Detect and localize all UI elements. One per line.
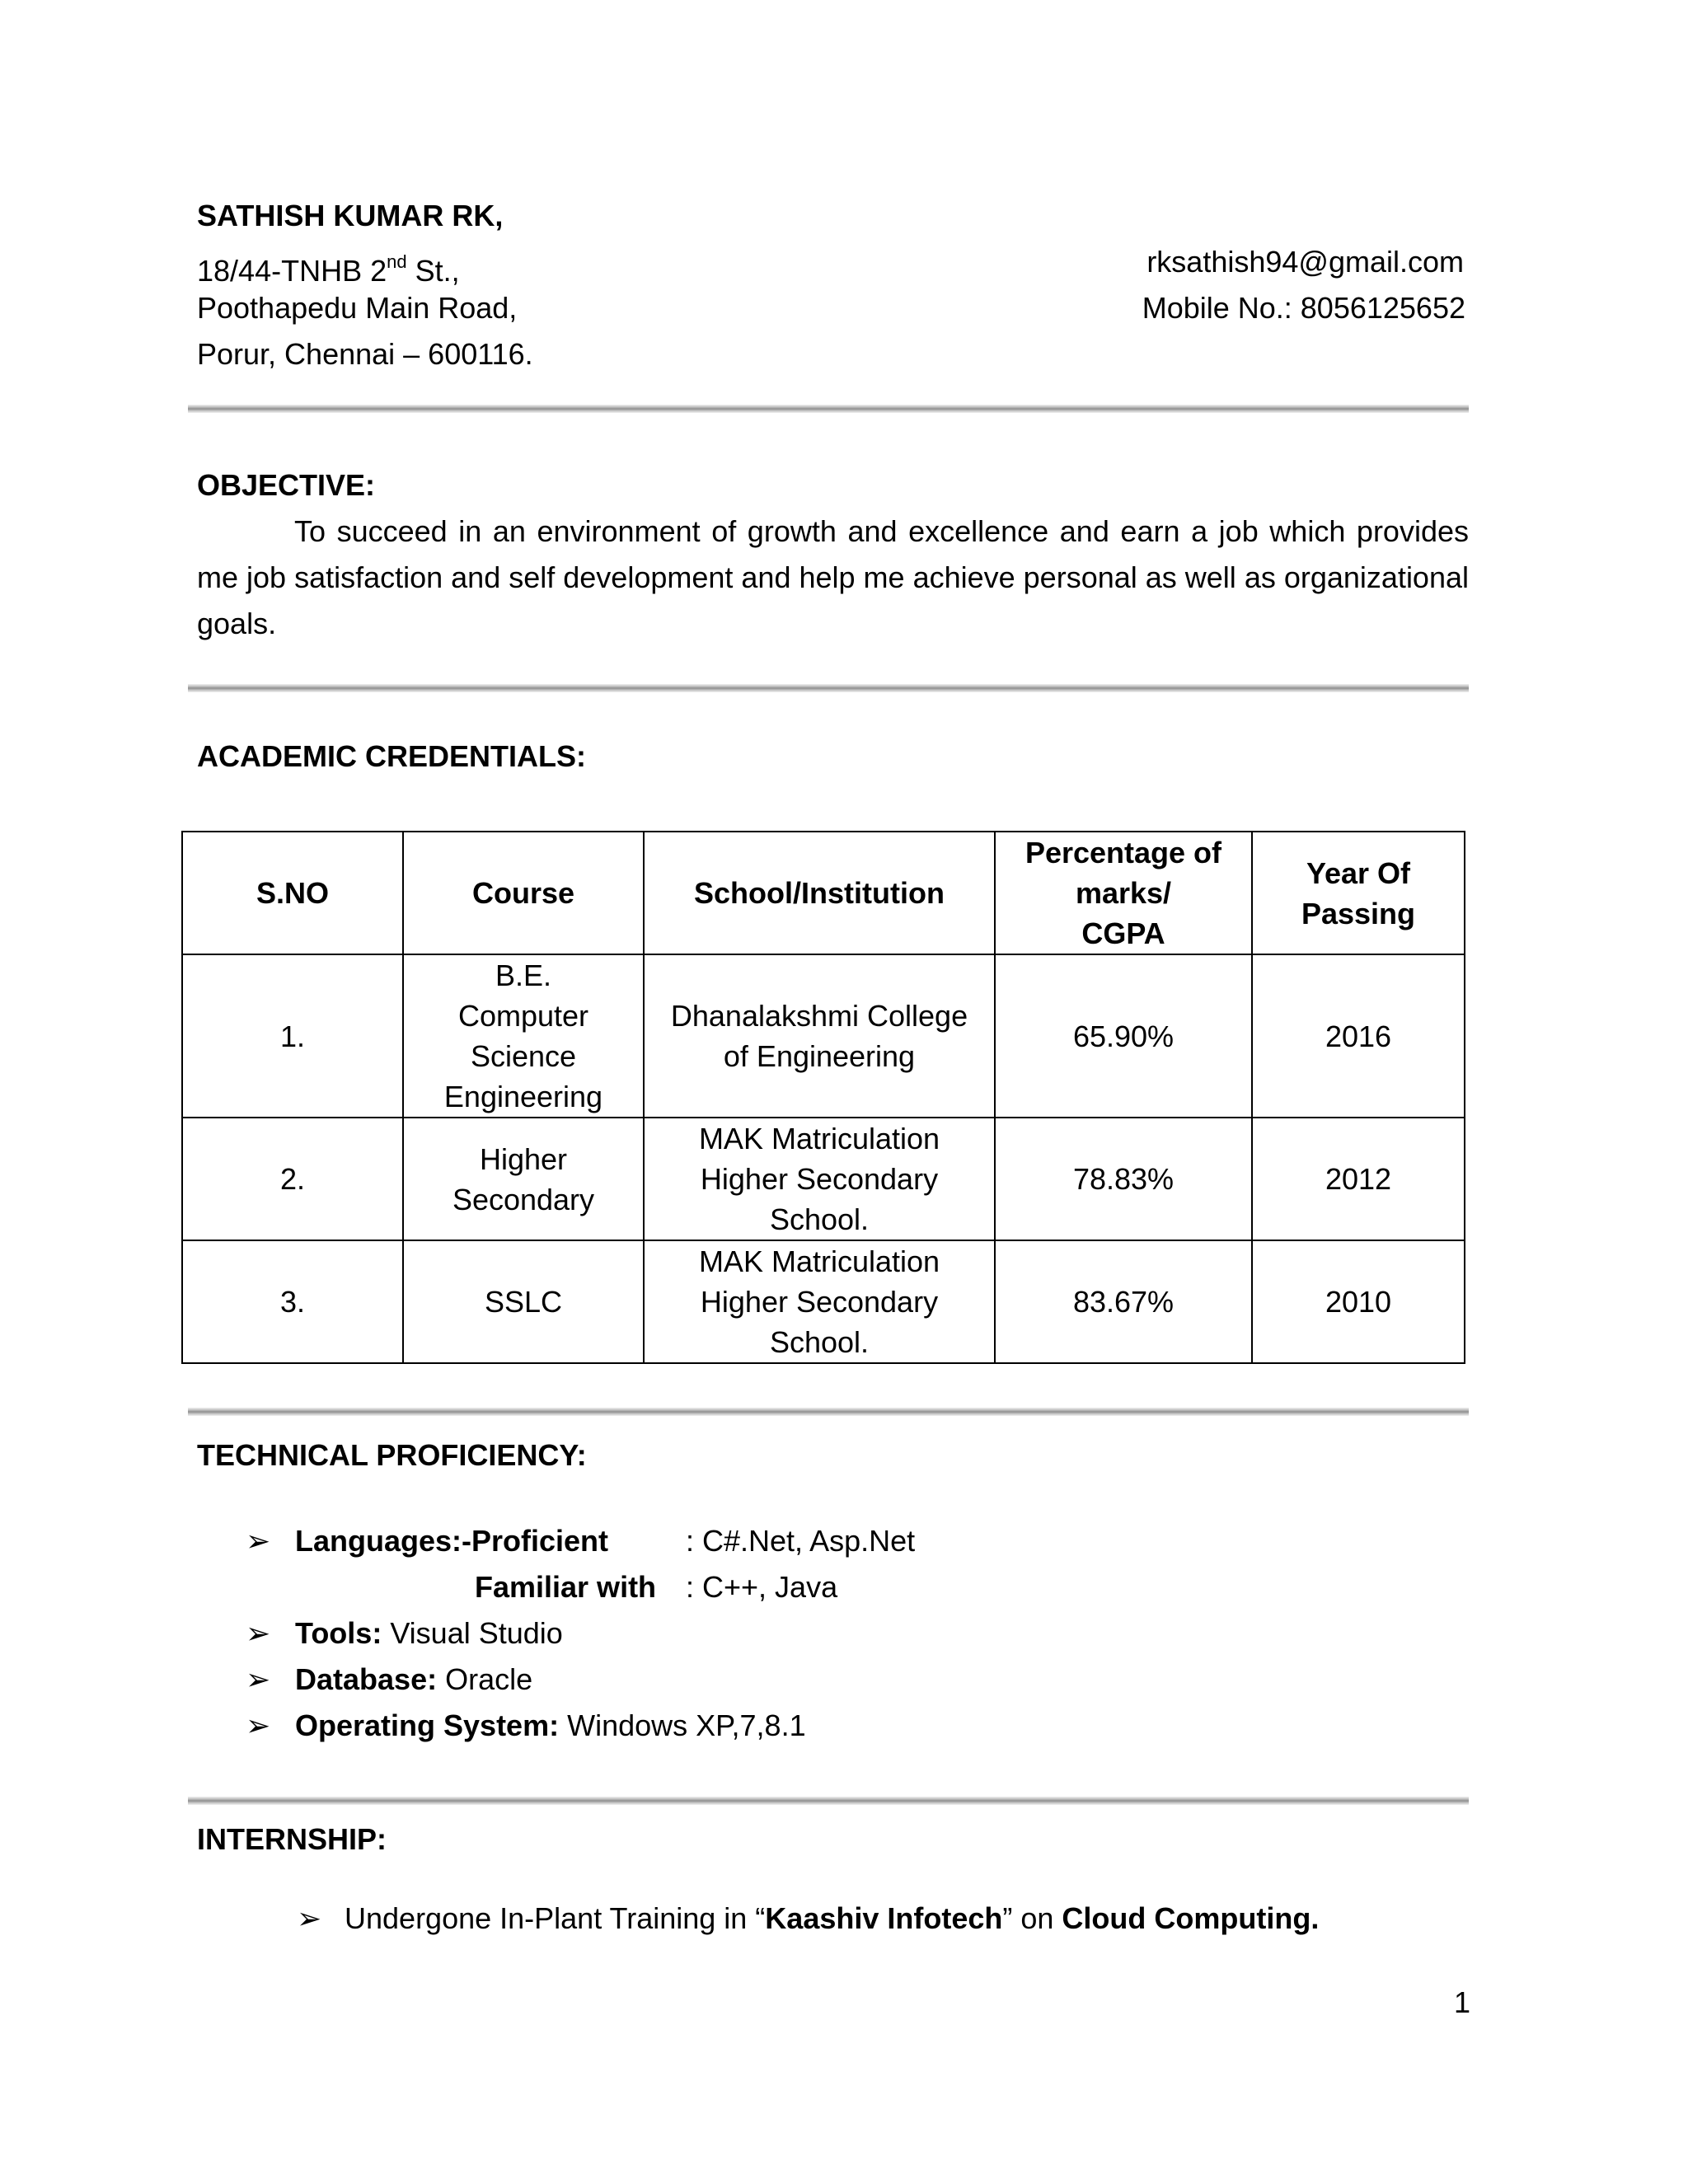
cell-school-line: MAK Matriculation xyxy=(698,1244,940,1278)
col-percentage-line: marks/ xyxy=(1075,876,1172,910)
cell-sno: 2. xyxy=(182,1118,403,1240)
col-year-line: Passing xyxy=(1301,896,1416,930)
proficient-label: Proficient xyxy=(471,1524,609,1558)
cell-sno: 3. xyxy=(182,1240,403,1363)
technical-heading: TECHNICAL PROFICIENCY: xyxy=(197,1438,587,1472)
cell-course-line: Science xyxy=(470,1039,577,1073)
cell-course xyxy=(403,954,644,1118)
page-number: 1 xyxy=(1453,1985,1470,2019)
arrow-bullet-icon: ➢ xyxy=(246,1616,271,1650)
address-line-1-suffix: St., xyxy=(406,254,460,288)
cell-school-line: Higher Secondary xyxy=(700,1162,939,1196)
cell-course-line: B.E. xyxy=(495,958,552,992)
arrow-bullet-icon: ➢ xyxy=(246,1708,271,1742)
cell-year: 2010 xyxy=(1252,1240,1465,1363)
col-year xyxy=(1252,832,1465,954)
arrow-bullet-icon: ➢ xyxy=(297,1901,322,1935)
cell-course xyxy=(403,1240,644,1363)
col-sno: S.NO xyxy=(182,832,403,954)
internship-heading: INTERNSHIP: xyxy=(197,1822,387,1856)
tools-label: Tools: xyxy=(295,1616,382,1650)
database-value: Oracle xyxy=(437,1662,533,1696)
cell-percentage: 78.83% xyxy=(995,1118,1252,1240)
internship-item xyxy=(345,1896,1319,1942)
cell-course-line: Computer xyxy=(457,999,589,1033)
candidate-name: SATHISH KUMAR RK, xyxy=(197,199,504,232)
academic-table xyxy=(181,831,1465,1364)
cell-course-line: Secondary xyxy=(452,1182,595,1216)
cell-school-line: School. xyxy=(769,1202,870,1236)
address-line-1-text: 18/44-TNHB 2 xyxy=(197,254,387,288)
proficient-value: : C#.Net, Asp.Net xyxy=(686,1524,916,1558)
col-percentage xyxy=(995,832,1252,954)
section-divider xyxy=(188,1797,1469,1805)
col-percentage-line: CGPA xyxy=(1081,916,1165,950)
section-divider xyxy=(188,684,1469,692)
cell-sno: 1. xyxy=(182,954,403,1118)
objective-text xyxy=(197,509,1469,647)
tools-item xyxy=(295,1610,563,1657)
col-course: Course xyxy=(403,832,644,954)
cell-percentage: 65.90% xyxy=(995,954,1252,1118)
table-row xyxy=(182,1240,1465,1363)
cell-course-line: SSLC xyxy=(484,1285,563,1319)
os-item xyxy=(295,1703,806,1749)
cell-school-line: Dhanalakshmi College xyxy=(670,999,968,1033)
arrow-bullet-icon: ➢ xyxy=(246,1662,271,1696)
col-year-line: Year Of xyxy=(1306,855,1411,890)
cell-school xyxy=(644,1118,995,1240)
cell-year: 2012 xyxy=(1252,1118,1465,1240)
cell-course xyxy=(403,1118,644,1240)
address-line-1-superscript: nd xyxy=(387,251,407,272)
objective-heading: OBJECTIVE: xyxy=(197,468,376,502)
objective-body: To succeed in an environment of growth and excellence and earn a job which provides me job satisfaction and self development and help me achieve personal as well as organizational goals. xyxy=(197,514,1469,640)
cell-course-line: Engineering xyxy=(443,1080,603,1113)
internship-company: Kaashiv Infotech xyxy=(765,1901,1003,1935)
internship-text-mid: ” on xyxy=(1002,1901,1062,1935)
cell-school-line: MAK Matriculation xyxy=(698,1122,940,1155)
internship-topic: Cloud Computing. xyxy=(1062,1901,1320,1935)
familiar-value: : C++, Java xyxy=(686,1570,838,1604)
col-school: School/Institution xyxy=(644,832,995,954)
section-divider xyxy=(188,1408,1469,1416)
languages-label: Languages:- xyxy=(295,1524,472,1558)
table-header-row xyxy=(182,832,1465,954)
internship-text: Undergone In-Plant Training in “ xyxy=(345,1901,766,1935)
cell-school xyxy=(644,1240,995,1363)
os-value: Windows XP,7,8.1 xyxy=(559,1708,806,1742)
database-label: Database: xyxy=(295,1662,438,1696)
cell-school xyxy=(644,954,995,1118)
tools-value: Visual Studio xyxy=(382,1616,563,1650)
cell-school-line: of Engineering xyxy=(723,1039,916,1073)
database-item xyxy=(295,1657,532,1703)
cell-year: 2016 xyxy=(1252,954,1465,1118)
cell-percentage: 83.67% xyxy=(995,1240,1252,1363)
section-divider xyxy=(188,405,1469,413)
academic-heading: ACADEMIC CREDENTIALS: xyxy=(197,739,586,773)
arrow-bullet-icon: ➢ xyxy=(246,1524,271,1558)
cell-school-line: School. xyxy=(769,1325,870,1359)
cell-school-line: Higher Secondary xyxy=(700,1285,939,1319)
email: rksathish94@gmail.com xyxy=(1146,245,1464,279)
col-percentage-line: Percentage of xyxy=(1025,836,1222,869)
table-row xyxy=(182,954,1465,1118)
os-label: Operating System: xyxy=(295,1708,560,1742)
mobile-number: Mobile No.: 8056125652 xyxy=(1142,291,1465,325)
familiar-label: Familiar with xyxy=(475,1570,657,1604)
address-line-2: Poothapedu Main Road, xyxy=(197,291,518,325)
cell-course-line: Higher xyxy=(479,1141,568,1176)
table-row xyxy=(182,1118,1465,1240)
address-line-3: Porur, Chennai – 600116. xyxy=(197,337,533,371)
